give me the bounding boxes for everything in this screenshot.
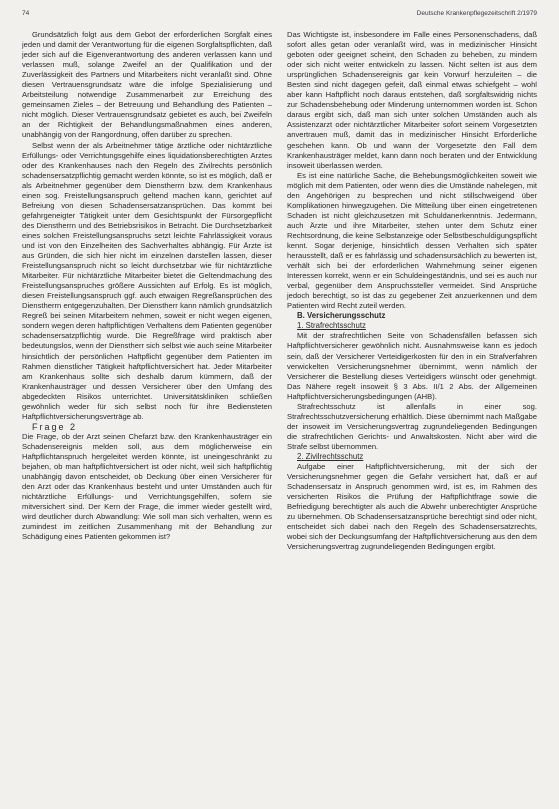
paragraph: Aufgabe einer Haftpflichtversicherung, mit der sich der Versicherungsnehmer gegen die Gefahr versichert hat, daß er auf Schadensersatz in Anspruch genommen wird, ist es, im Rahmen des versicherten Risikos die Prüfung der Haftpflichtfrage sowie die Befriedigung berechtigter als auch die Abwehr unberechtigter Ansprüche zu übernehmen. Ob Schadensersatzansprüche berechtigt sind oder nicht, entscheidet sich dabei nach den Regeln des Schadensersatzrechts, wobei sich der Deckungsumfang der Haftpflichtversicherung aus den dem Versicherungsvertrag zugrundeliegenden Bedingungen ergibt. bbox=[287, 462, 537, 552]
paragraph: Grundsätzlich folgt aus dem Gebot der erforderlichen Sorgfalt eines jeden und damit der Verantwortung für die eigenen Sorgfaltspflichten, daß jeder sich auf die Eigenverantwortung des anderen verlassen kann und verlassen muß, solange Zweifel an der Qualifikation und der Zuverlässigkeit des Partners und Mitarbeiters nicht veranlaßt sind. Ohne diesen Vertrauensgrundsatz wäre die infolge Spezialisierung und Arbeitsteilung notwendige Zusammenarbeit zur Erreichung des gemeinsamen Zieles – der Betreuung und Behandlung des Patienten – nicht möglich. Dieser Vertrauensgrundsatz gebietet es auch, bei Zweifeln an der Richtigkeit der Behandlungsmaßnahmen eines anderen, unabhängig von der Rangordnung, offen darüber zu sprechen. bbox=[22, 30, 272, 140]
paragraph: Die Frage, ob der Arzt seinen Chefarzt bzw. den Krankenhausträger ein Schadensereignis melden soll, aus dem möglicherweise ein Haftpflichtanspruch hergeleitet werden könnte, ist uneingeschränkt zu bejahen, ob man haftpflichtversichert ist oder nicht, weil sich haftpflichtig unabhängig davon entscheidet, ob Deckung über einen Versicherer für den Arzt oder das Krankenhaus besteht und unter Umständen auch für nichtärztliche Erfüllungs- und Verrichtungsgehilfen, sofern sie mitversichert sind. Der Kern der Frage, die immer wieder gestellt wird, wird deutlicher durch Abwandlung: Wie soll man sich verhalten, wenn es zumindest im zeitlichen Zusammenhang mit der Behandlung zur Schädigung eines Patienten gekommen ist? bbox=[22, 431, 272, 542]
subheading-text: 1. Strafrechtsschutz bbox=[297, 321, 366, 331]
paragraph: Mit der strafrechtlichen Seite von Schadensfällen befassen sich Haftpflichtversicherer gewöhnlich nicht. Ausnahmsweise kann es jedoch sein, daß der Versicherer Verteidigerkosten für den in ein Strafverfahren verwickelten Versicherungsnehmer übernimmt, wenn nämlich der Versicherer die Bestellung dieses Verteidigers wünscht oder genehmigt. Das Nähere regelt insoweit § 3 Abs. II/1 2 Abs. der Allgemeinen Haftpflichtversicherungsbedingungen (AHB). bbox=[287, 331, 537, 401]
paragraph: Es ist eine natürliche Sache, die Behebungsmöglichkeiten soweit wie möglich mit dem Patienten, oder wenn dies die Umstände nahelegen, mit den Angehörigen zu besprechen und nicht stillschweigend über Komplikationen hinwegzugehen. Die Mitteilung über einen eingetretenen Schaden ist nicht gleichzusetzen mit Schuldanerkenntnis. Jedermann, auch Ärzte und ihre Mitarbeiter, stehen unter dem Schutz einer Rechtsordnung, die keine Selbstanzeige oder Selbstbeschuldigungspflicht kennt. Sogar derjenige, hinsichtlich dessen Verhalten sich später herausstellt, daß er es fahrlässig und schadensursächlich zu bewerten ist, verhält sich bei der erforderlichen Wahrnehmung seiner eigenen Interessen korrekt, wenn er ein Schuldeingeständnis, und sei es auch nur verbal, gegenüber dem Anspruchssteller vermeidet. Sind Ansprüche jedoch berechtigt, so ist das zu gegebener Zeit anzuerkennen und dem Patienten wird Recht zuteil werden. bbox=[287, 170, 537, 311]
journal-title: Deutsche Krankenpflegezeitschrift 2/1979 bbox=[416, 10, 537, 17]
paragraph: Strafrechtsschutz ist allenfalls in einer sog. Strafrechtsschutzversicherung erhältlich. Diese übernimmt nach Maßgabe der insoweit im Versicherungsvertrag zugrundeliegenden Bedingungen die strafrechtlichen Gerichts- und Anwaltskosten. Nicht aber wird die Strafe selbst übernommen. bbox=[287, 401, 537, 451]
section-heading-versicherungsschutz: B. Versicherungsschutz bbox=[297, 311, 386, 321]
page-number: 74 bbox=[22, 10, 30, 17]
page-header bbox=[22, 10, 537, 24]
subheading-strafrechtsschutz bbox=[287, 321, 537, 331]
subheading-zivilrechtsschutz bbox=[287, 452, 537, 462]
left-column bbox=[22, 30, 272, 542]
right-column bbox=[287, 30, 537, 552]
subheading-text: 2. Zivilrechtsschutz bbox=[297, 451, 364, 461]
paragraph: Das Wichtigste ist, insbesondere im Falle eines Personenschadens, daß sofort alles getan oder veranlaßt wird, was in medizinischer Hinsicht geboten oder geeignet scheint, den Schaden zu beheben, zu mindern oder sich nicht weiter entwickeln zu lassen. Nicht selten ist aus dem ursprünglichen Schadensereignis gar kein Vorwurf herzuleiten – die Besten sind nicht dagegen gefeit, daß einmal etwas schiefgeht – wohl aber kann Haftpflicht noch daraus entstehen, daß sorgfaltswidrig nichts zur Schadensbehebung oder Minderung unternommen worden ist. Schon daraus ergibt sich, daß man sich unter solchen Umständen auch als Assistenzarzt oder nichtärztlicher Mitarbeiter sofort seinem Vorgesetzten anvertrauen muß, damit das in medizinischer Hinsicht Erforderliche geschehen kann. Ob und wann der Vorgesetzte den Fall dem Krankenhausträger meldet, kann dann noch beraten und der Entwicklung insoweit überlassen werden. bbox=[287, 30, 537, 170]
paragraph: Selbst wenn der als Arbeitnehmer tätige ärztliche oder nichtärztliche Erfüllungs- oder Verrichtungsgehilfe eines liquidationsberechtigten Arztes oder des Krankenhauses nach den Regeln des Zivilrechts persönlich schadensersatzpflichtig gemacht werden könnte, so ist es möglich, daß er als Arbeitnehmer gegenüber dem Dienstherrn bzw. dem Krankenhaus einen sog. Freistellungsanspruch geltend machen kann, gerichtet auf Befreiung von diesen Schadensersatzansprüchen. Das kommt bei gefahrgeneigter Tätigkeit unter dem Gesichtspunkt der Fürsorgepflicht des Dienstherrn und des Betriebsrisikos in Betracht. Die Durchsetzbarkeit eines solchen Freistellungsanspruchs setzt leichte Fahrlässigkeit voraus und ist von den Einzelheiten des Sachverhaltes abhängig. Für Ärzte ist aus Gründen, die sich hier nicht im einzelnen darstellen lassen, dieser Freistellungsanspruch nicht so leicht durchsetzbar wie für nichtärztliche Mitarbeiter. Für nichtärztliche Mitarbeiter bietet die Geltendmachung des Freistellungsanspruches größere Aussichten auf Erfolg. Es ist möglich, diesen Freistellungsanspruch ggf. auch etwaigen Regreßansprüchen des Dienstherrn entgegenzuhalten. Der Dienstherr kann nämlich grundsätzlich Regreß bei seinen Mitarbeitern nehmen, soweit er nicht wegen eigenen, sondern wegen deren haftpflichtigen Verhaltens dem Patienten gegenüber schadensersatzpflichtig wurde. Die Regreßfrage wird praktisch aber bedeutungslos, wenn der Dienstherr sich selbst wie auch seine Mitarbeiter hinsichtlich der persönlichen Haftpflicht gegenüber dem Patienten im Rahmen dienstlicher Tätigkeit haftpflichtversichert hat. Jeder Mitarbeiter am Krankenhaus sollte sich deshalb darum kümmern, daß der Krankenhausträger und dessen Versicherer über den Umfang des abgedeckten Risikos unterrichtet. Universitätskliniken schließen gewöhnlich weder für sich selbst noch für ihre Bediensteten Haftpflichtversicherungsverträge ab. bbox=[22, 140, 272, 421]
section-heading-frage-2: Frage 2 bbox=[32, 421, 78, 432]
